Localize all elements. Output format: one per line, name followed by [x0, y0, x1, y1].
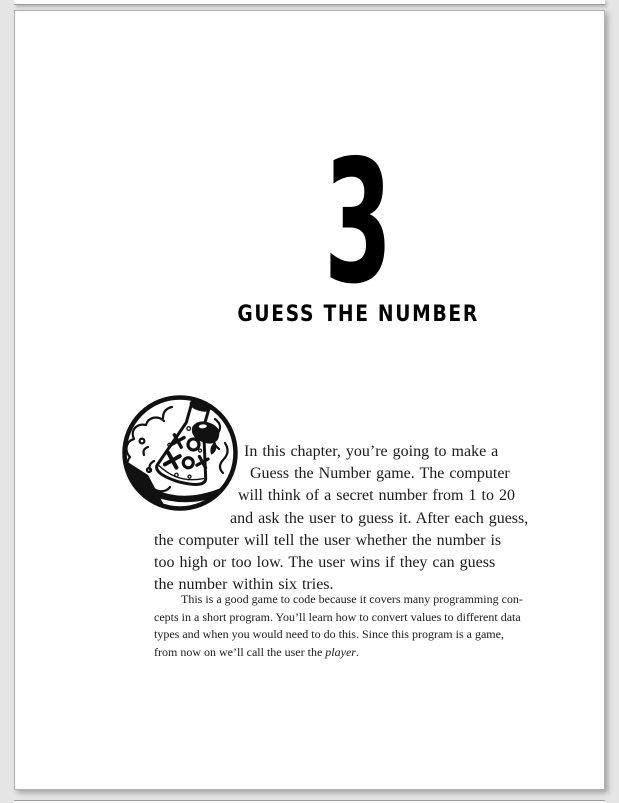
intro-paragraph [154, 441, 528, 596]
text-line: the computer will tell the user whether the number is [154, 531, 502, 549]
previous-page-edge [14, 0, 605, 5]
text-line: will think of a secret number from 1 to 20 [238, 487, 515, 505]
detail-paragraph [154, 591, 523, 661]
text-line: In this chapter, you’re going to make a [244, 443, 499, 460]
text-line: cepts in a short program. You’ll learn how to convert values to different data [154, 609, 521, 624]
chapter-title-text: GUESS THE NUMBER [237, 302, 479, 327]
text-line: Guess the Number game. The computer [250, 465, 510, 483]
text-line: This is a good game to code because it covers many programming con- [181, 592, 523, 606]
text-line: too high or too low. The user wins if they can guess [154, 554, 496, 572]
chapter-title [111, 304, 605, 326]
text-line: and ask the user to guess it. After each guess, [230, 509, 529, 527]
text-line: from now on we’ll call the user the player. [154, 644, 359, 659]
book-page [14, 10, 605, 790]
text-line: the number within six tries. [154, 576, 334, 594]
text-line: types and when you would need to do this. Since this program is a game, [154, 627, 504, 641]
chapter-number-digit: 3 [323, 124, 393, 322]
